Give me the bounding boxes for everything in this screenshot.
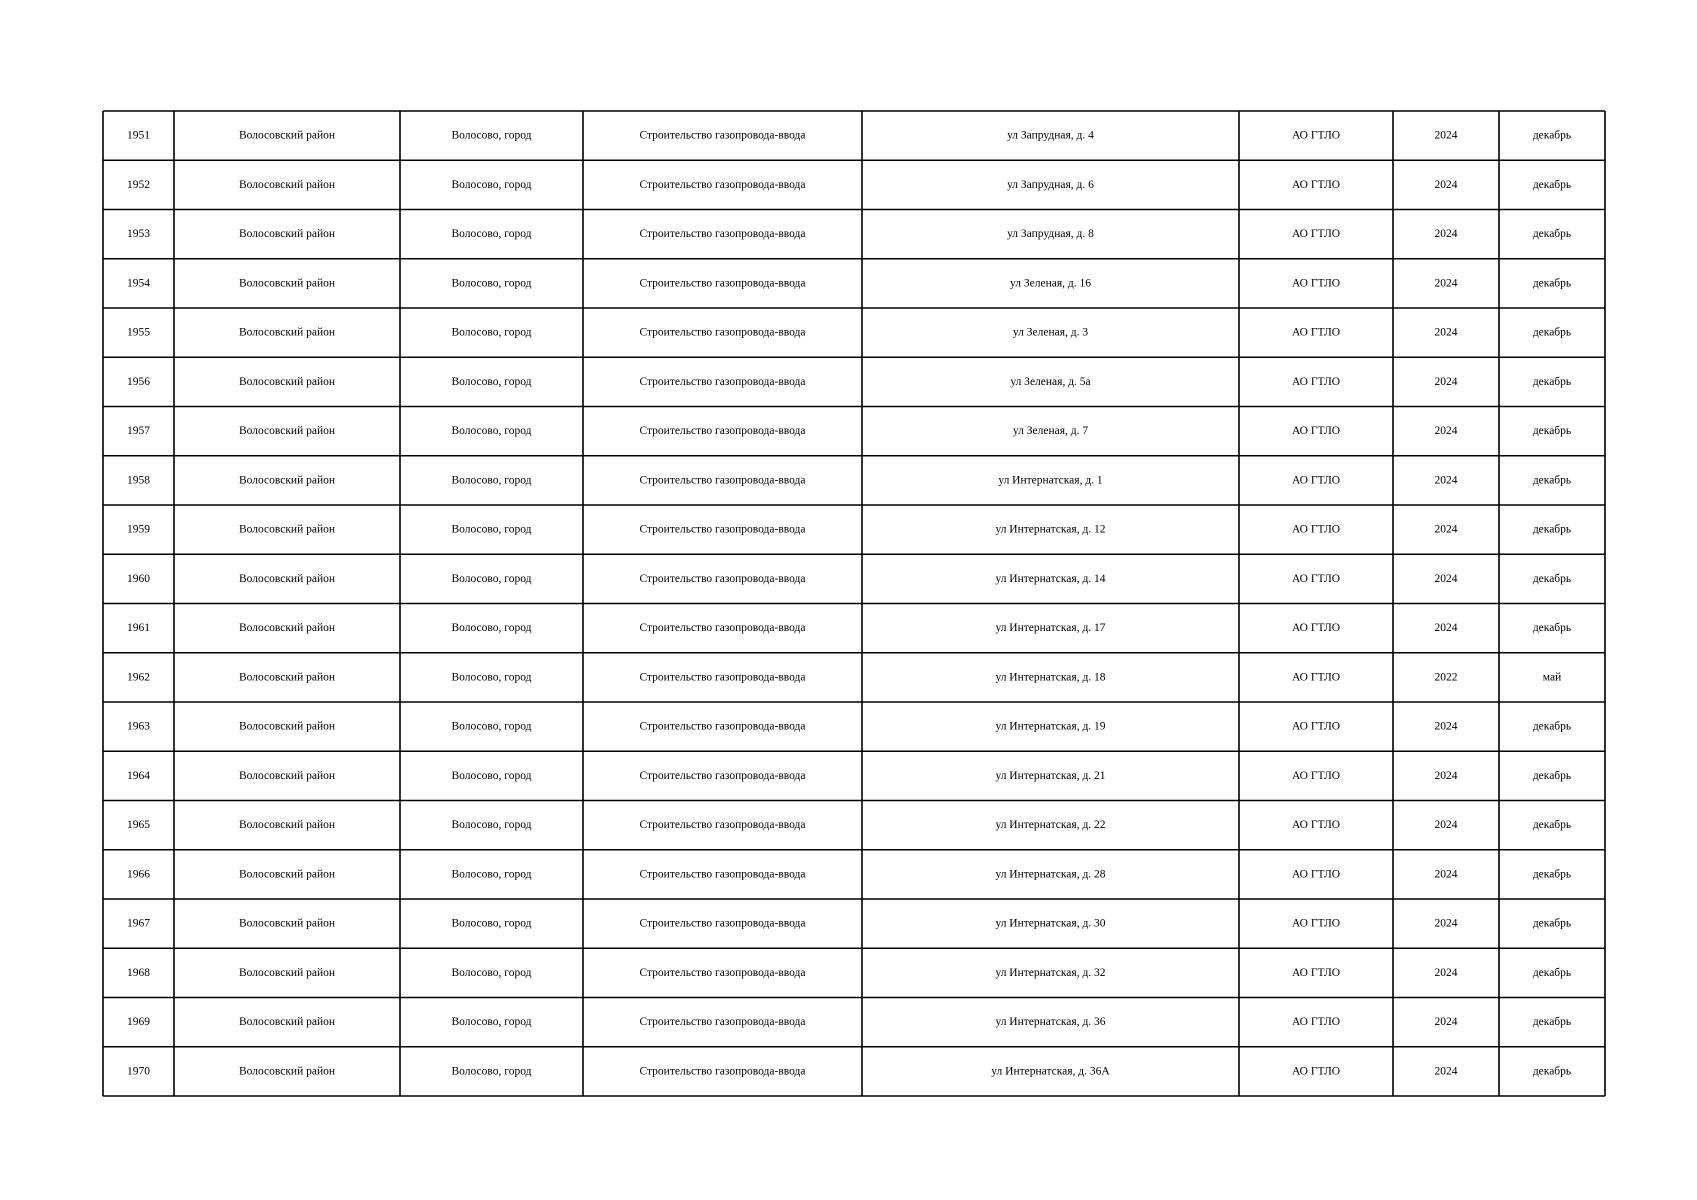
cell-district: Волосовский район — [238, 523, 336, 536]
cell-row-number: 1952 — [127, 178, 150, 191]
cell-year: 2024 — [1434, 326, 1458, 339]
cell-year: 2024 — [1434, 720, 1458, 733]
cell-district: Волосовский район — [238, 819, 336, 832]
cell-settlement: Волосово, город — [451, 277, 532, 290]
cell-settlement: Волосово, город — [451, 178, 532, 191]
cell-month: декабрь — [1532, 129, 1572, 142]
cell-address: ул Интернатская, д. 12 — [995, 523, 1106, 536]
cell-settlement: Волосово, город — [451, 1065, 532, 1078]
cell-address: ул Интернатская, д. 17 — [995, 622, 1106, 635]
cell-address: ул Запрудная, д. 8 — [1007, 228, 1094, 241]
cell-row-number: 1966 — [127, 868, 150, 881]
cell-year: 2024 — [1434, 523, 1458, 536]
cell-month: декабрь — [1532, 917, 1572, 930]
cell-row-number: 1953 — [127, 228, 150, 241]
cell-settlement: Волосово, город — [451, 868, 532, 881]
cell-work-type: Строительство газопровода-ввода — [639, 1065, 806, 1078]
cell-row-number: 1959 — [127, 523, 150, 536]
cell-year: 2024 — [1434, 178, 1458, 191]
cell-organization: АО ГТЛО — [1291, 474, 1341, 487]
cell-organization: АО ГТЛО — [1291, 720, 1341, 733]
cell-settlement: Волосово, город — [451, 326, 532, 339]
cell-organization: АО ГТЛО — [1291, 425, 1341, 438]
cell-work-type: Строительство газопровода-ввода — [639, 474, 806, 487]
cell-address: ул Интернатская, д. 1 — [998, 474, 1103, 487]
cell-district: Волосовский район — [238, 326, 336, 339]
cell-settlement: Волосово, город — [451, 720, 532, 733]
cell-year: 2024 — [1434, 228, 1458, 241]
cell-work-type: Строительство газопровода-ввода — [639, 326, 806, 339]
cell-work-type: Строительство газопровода-ввода — [639, 523, 806, 536]
cell-organization: АО ГТЛО — [1291, 228, 1341, 241]
cell-settlement: Волосово, город — [451, 1016, 532, 1029]
cell-year: 2024 — [1434, 277, 1458, 290]
cell-work-type: Строительство газопровода-ввода — [639, 769, 806, 782]
cell-address: ул Интернатская, д. 21 — [995, 769, 1106, 782]
cell-row-number: 1963 — [127, 720, 150, 733]
cell-month: декабрь — [1532, 523, 1572, 536]
cell-district: Волосовский район — [238, 966, 336, 979]
cell-row-number: 1969 — [127, 1016, 150, 1029]
cell-work-type: Строительство газопровода-ввода — [639, 966, 806, 979]
cell-settlement: Волосово, город — [451, 425, 532, 438]
cell-month: декабрь — [1532, 178, 1572, 191]
cell-work-type: Строительство газопровода-ввода — [639, 277, 806, 290]
cell-month: декабрь — [1532, 572, 1572, 585]
cell-organization: АО ГТЛО — [1291, 671, 1341, 684]
cell-year: 2024 — [1434, 868, 1458, 881]
cell-year: 2024 — [1434, 917, 1458, 930]
cell-row-number: 1962 — [127, 671, 150, 684]
cell-month: декабрь — [1532, 1065, 1572, 1078]
cell-settlement: Волосово, город — [451, 966, 532, 979]
cell-row-number: 1964 — [127, 769, 150, 782]
cell-work-type: Строительство газопровода-ввода — [639, 1016, 806, 1029]
cell-year: 2024 — [1434, 769, 1458, 782]
cell-work-type: Строительство газопровода-ввода — [639, 622, 806, 635]
cell-organization: АО ГТЛО — [1291, 917, 1341, 930]
cell-organization: АО ГТЛО — [1291, 178, 1341, 191]
cell-organization: АО ГТЛО — [1291, 1016, 1341, 1029]
cell-district: Волосовский район — [238, 375, 336, 388]
cell-district: Волосовский район — [238, 769, 336, 782]
cell-year: 2024 — [1434, 819, 1458, 832]
cell-organization: АО ГТЛО — [1291, 868, 1341, 881]
cell-work-type: Строительство газопровода-ввода — [639, 228, 806, 241]
cell-work-type: Строительство газопровода-ввода — [639, 819, 806, 832]
cell-organization: АО ГТЛО — [1291, 326, 1341, 339]
cell-month: декабрь — [1532, 819, 1572, 832]
cell-work-type: Строительство газопровода-ввода — [639, 572, 806, 585]
cell-address: ул Интернатская, д. 19 — [995, 720, 1106, 733]
cell-settlement: Волосово, город — [451, 474, 532, 487]
cell-address: ул Запрудная, д. 4 — [1007, 129, 1094, 142]
cell-row-number: 1965 — [127, 819, 150, 832]
cell-work-type: Строительство газопровода-ввода — [639, 129, 806, 142]
cell-district: Волосовский район — [238, 474, 336, 487]
cell-month: декабрь — [1532, 375, 1572, 388]
cell-address: ул Зеленая, д. 7 — [1012, 425, 1089, 438]
cell-month: декабрь — [1532, 622, 1572, 635]
cell-address: ул Запрудная, д. 6 — [1007, 178, 1094, 191]
cell-month: декабрь — [1532, 769, 1572, 782]
cell-settlement: Волосово, город — [451, 572, 532, 585]
cell-work-type: Строительство газопровода-ввода — [639, 917, 806, 930]
cell-address: ул Интернатская, д. 36 — [995, 1016, 1106, 1029]
cell-address: ул Интернатская, д. 22 — [995, 819, 1106, 832]
cell-district: Волосовский район — [238, 622, 336, 635]
cell-month: декабрь — [1532, 326, 1572, 339]
cell-organization: АО ГТЛО — [1291, 1065, 1341, 1078]
cell-address: ул Зеленая, д. 5а — [1010, 375, 1091, 388]
cell-organization: АО ГТЛО — [1291, 375, 1341, 388]
cell-district: Волосовский район — [238, 720, 336, 733]
cell-settlement: Волосово, город — [451, 523, 532, 536]
cell-settlement: Волосово, город — [451, 671, 532, 684]
cell-organization: АО ГТЛО — [1291, 966, 1341, 979]
cell-row-number: 1957 — [127, 425, 150, 438]
cell-work-type: Строительство газопровода-ввода — [639, 178, 806, 191]
cell-year: 2024 — [1434, 474, 1458, 487]
cell-address: ул Зеленая, д. 3 — [1012, 326, 1089, 339]
cell-organization: АО ГТЛО — [1291, 129, 1341, 142]
cell-month: декабрь — [1532, 966, 1572, 979]
cell-year: 2024 — [1434, 1016, 1458, 1029]
cell-row-number: 1951 — [127, 129, 150, 142]
cell-organization: АО ГТЛО — [1291, 819, 1341, 832]
cell-year: 2024 — [1434, 966, 1458, 979]
cell-district: Волосовский район — [238, 228, 336, 241]
cell-year: 2024 — [1434, 375, 1458, 388]
cell-district: Волосовский район — [238, 917, 336, 930]
cell-row-number: 1956 — [127, 375, 150, 388]
cell-row-number: 1970 — [127, 1065, 150, 1078]
cell-district: Волосовский район — [238, 277, 336, 290]
cell-row-number: 1954 — [127, 277, 150, 290]
cell-work-type: Строительство газопровода-ввода — [639, 868, 806, 881]
cell-year: 2024 — [1434, 425, 1458, 438]
cell-district: Волосовский район — [238, 178, 336, 191]
cell-organization: АО ГТЛО — [1291, 769, 1341, 782]
cell-address: ул Интернатская, д. 14 — [995, 572, 1106, 585]
cell-work-type: Строительство газопровода-ввода — [639, 671, 806, 684]
cell-district: Волосовский район — [238, 572, 336, 585]
cell-settlement: Волосово, город — [451, 917, 532, 930]
cell-address: ул Интернатская, д. 28 — [995, 868, 1106, 881]
cell-month: декабрь — [1532, 277, 1572, 290]
cell-address: ул Интернатская, д. 30 — [995, 917, 1106, 930]
cell-address: ул Интернатская, д. 36А — [991, 1065, 1110, 1078]
cell-year: 2022 — [1434, 671, 1458, 684]
cell-year: 2024 — [1434, 129, 1458, 142]
cell-row-number: 1960 — [127, 572, 150, 585]
cell-settlement: Волосово, город — [451, 228, 532, 241]
cell-year: 2024 — [1434, 1065, 1458, 1078]
cell-district: Волосовский район — [238, 129, 336, 142]
cell-row-number: 1955 — [127, 326, 150, 339]
cell-row-number: 1958 — [127, 474, 150, 487]
cell-organization: АО ГТЛО — [1291, 277, 1341, 290]
cell-district: Волосовский район — [238, 868, 336, 881]
cell-month: декабрь — [1532, 474, 1572, 487]
cell-month: декабрь — [1532, 228, 1572, 241]
table-grid — [103, 111, 1605, 1096]
cell-work-type: Строительство газопровода-ввода — [639, 375, 806, 388]
cell-address: ул Интернатская, д. 18 — [995, 671, 1106, 684]
cell-work-type: Строительство газопровода-ввода — [639, 425, 806, 438]
cell-row-number: 1968 — [127, 966, 150, 979]
cell-month: декабрь — [1532, 868, 1572, 881]
cell-settlement: Волосово, город — [451, 622, 532, 635]
cell-address: ул Интернатская, д. 32 — [995, 966, 1106, 979]
cell-settlement: Волосово, город — [451, 129, 532, 142]
cell-month: май — [1542, 671, 1562, 684]
cell-month: декабрь — [1532, 425, 1572, 438]
cell-district: Волосовский район — [238, 671, 336, 684]
cell-settlement: Волосово, город — [451, 769, 532, 782]
cell-work-type: Строительство газопровода-ввода — [639, 720, 806, 733]
cell-row-number: 1967 — [127, 917, 150, 930]
cell-organization: АО ГТЛО — [1291, 572, 1341, 585]
cell-row-number: 1961 — [127, 622, 150, 635]
cell-district: Волосовский район — [238, 425, 336, 438]
cell-month: декабрь — [1532, 720, 1572, 733]
cell-settlement: Волосово, город — [451, 819, 532, 832]
cell-year: 2024 — [1434, 622, 1458, 635]
cell-district: Волосовский район — [238, 1065, 336, 1078]
cell-organization: АО ГТЛО — [1291, 622, 1341, 635]
cell-month: декабрь — [1532, 1016, 1572, 1029]
cell-address: ул Зеленая, д. 16 — [1010, 277, 1091, 290]
cell-organization: АО ГТЛО — [1291, 523, 1341, 536]
cell-year: 2024 — [1434, 572, 1458, 585]
cell-settlement: Волосово, город — [451, 375, 532, 388]
cell-district: Волосовский район — [238, 1016, 336, 1029]
